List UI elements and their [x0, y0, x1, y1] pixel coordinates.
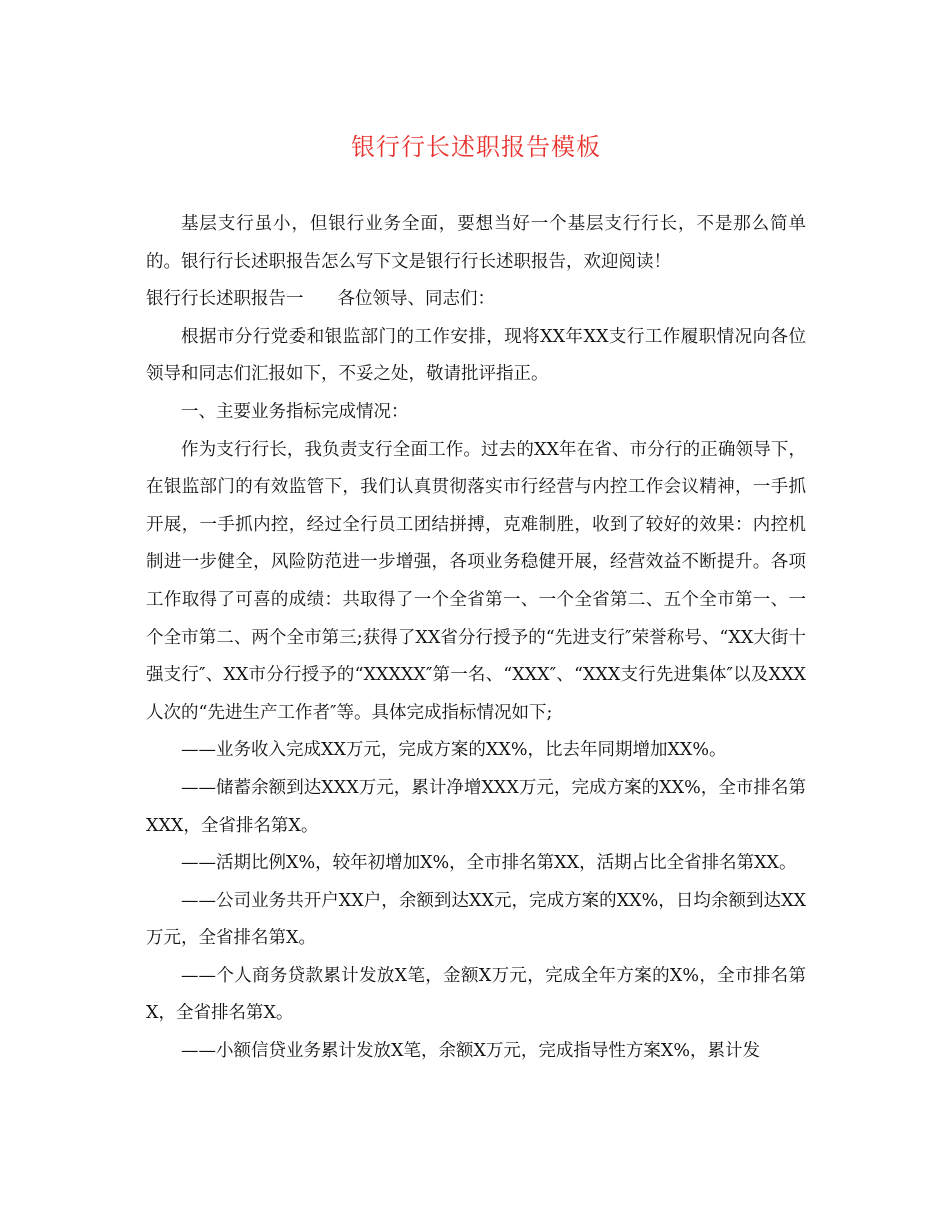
report-heading: 银行行长述职报告一	[146, 289, 304, 310]
intro-paragraph: 基层支行虽小，但银行业务全面，要想当好一个基层支行行长，不是那么简单的。银行行长述职报告怎么写下文是银行行长述职报告，欢迎阅读！	[146, 214, 806, 272]
body-paragraph: 根据市分行党委和银监部门的工作安排，现将XX年XX支行工作履职情况向各位领导和同志们汇报如下，不妥之处，敬请批评指正。	[146, 326, 806, 385]
indicator-item: ——小额信贷业务累计发放X笔，余额X万元，完成指导性方案X%，累计发	[181, 1041, 761, 1062]
indicator-item: ——公司业务共开户XX户，余额到达XX元，完成方案的XX%，日均余额到达XX万元，全省排名第X。	[146, 890, 806, 949]
indicator-item: ——个人商务贷款累计发放X笔，金额X万元，完成全年方案的X%，全市排名第X，全省排名第X。	[146, 965, 806, 1024]
indicator-item: ——储蓄余额到达XXX万元，累计净增XXX万元，完成方案的XX%，全市排名第XXX，全省排名第X。	[146, 777, 806, 836]
report-heading-line	[146, 281, 806, 319]
indicator-item: ——活期比例X%，较年初增加X%，全市排名第XX，活期占比全省排名第XX。	[181, 853, 797, 874]
body-paragraph: 作为支行行长，我负责支行全面工作。过去的XX年在省、市分行的正确领导下，在银监部门的有效监管下，我们认真贯彻落实市行经营与内控工作会议精神，一手抓开展，一手抓内控，经过全行员工团结拼搏，克难制胜，收到了较好的效果：内控机制进一步健全，风险防范进一步增强，各项业务稳健开展，经营效益不断提升。各项工作取得了可喜的成绩：共取得了一个全省第一、一个全省第二、五个全市第一、一个全市第二、两个全市第三;获得了XX省分行授予的“先进支行″荣誉称号、“XX大街十强支行″、XX市分行授予的“XXXXX″第一名、“XXX″、“XXX支行先进集体″以及XXX人次的“先进生产工作者″等。具体完成指标情况如下;	[146, 439, 806, 723]
indicator-item: ——业务收入完成XX万元，完成方案的XX%，比去年同期增加XX%。	[181, 740, 727, 761]
section-heading: 一、主要业务指标完成情况：	[181, 401, 409, 422]
document-title: 银行行长述职报告模板	[351, 133, 601, 161]
salutation: 各位领导、同志们：	[337, 289, 495, 310]
document-body	[146, 206, 806, 1071]
